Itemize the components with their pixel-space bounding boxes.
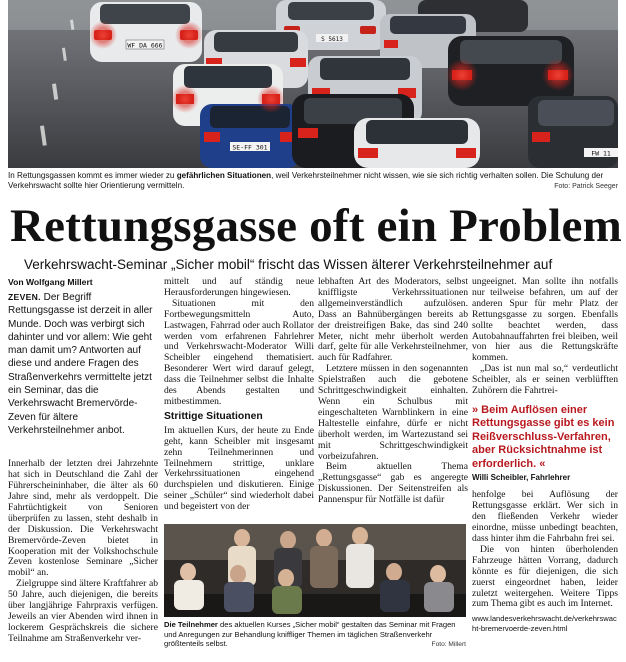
paragraph: henfolge bei Auflösung der Rettungsgasse erklärt. Wer sich in den fließenden Verkehr wieder einordne, müsse unbedingt beachten, dass hinter ihm die Fahrbahn frei sei. [472,489,618,544]
caption-bold: Die Teilnehmer [164,620,218,629]
lead-text: Der Begriff Rettungsgasse ist derzeit in aller Munde. Doch was verbirgt sich dahinter und vor allem: Wie geht man damit um? Antworten auf diese und andere Fragen des Straßenverkehrs vermittelte jetzt ein Seminar, das die Verkehrswacht Bremervörde-Zeven für ältere Verkehrsteilnehmer anbot. [8,292,153,436]
subheadline: Verkehrswacht-Seminar „Sicher mobil“ frischt das Wissen älterer Verkehrsteilnehmer auf [24,257,553,272]
pull-quote: » Beim Auflösen einer Rettungsgasse gibt es kein Reißverschluss-Verfahren, aber Rücksichtnahme ist erforderlich. « [472,403,615,470]
paragraph: Die von hinten überholenden Fahrzeuge hätten Vorrang, dadurch könnte es für diejenigen, die sich zuerst eingeordnet haben, leider zuletzt weitergehen. Weitere Tipps zum Thema gibt es auch im Internet. [472,543,618,610]
plate-text: FW 11 [591,149,611,158]
caption-bold: gefährlichen Situationen [176,171,272,180]
paragraph: Letztere müssen in den sogenannten Spielstraßen auch die gebotene Schrittgeschwindigkeit einhalten. Wenn ein Schulbus mit eingeschalteten Warnblinkern in eine Haltestelle einfahre, dürfe er nicht überholt werden, im Wartezustand sei mit Schrittgeschwindigkeit vorbeizufahren. [318,363,468,462]
group-photo-image [164,524,466,617]
caption-text: des aktuellen Kurses „Sicher mobil“ gestalten das Seminar mit Fragen und Anregungen zur Behandlung kniffliger Themen im täglichen Straßenverkehr größtenteils selbst. [164,620,456,649]
paragraph: mittelt und auf ständig neue Herausforderungen hingewiesen. [164,276,314,298]
photo-credit: Foto: Millert [431,641,466,649]
caption-text: , weil Verkehrsteilnehmer nicht wissen, wie sie sich richtig verhalten sollen. Die Schulung der Verkehrswacht sollte hier Orientierung vermitteln. [8,171,604,191]
paragraph: Im aktuellen Kurs, der heute zu Ende geht, kann Scheibler mit insgesamt zehn Teilnehmerinnen und Teilnehmern strittige, unklare Verkehrssituationen eingehend durchspielen und diskutieren. Einige seiner „Schüler“ sind wiederholt dabei und begeistert von der [164,424,314,513]
plate-text: SE-FF 301 [232,143,268,152]
article-lead [8,291,158,437]
participants-photo [164,524,466,617]
paragraph: Innerhalb der letzten drei Jahrzehnte hat sich in Deutschland die Zahl der Führerscheininhaber, die älter als 60 Jahre sind, mehr als verdoppelt. Die Fahrtüchtigkeit von Senioren überprüfen zu lassen, steht deshalb in der Diskussion. Die Verkehrswacht Bremervörde-Zeven bietet in Kooperation mit der Volkshochschule Zeven kostenlose Seminare „Sicher mobil“ an. [8,458,158,579]
paragraph: „Das ist nun mal so,“ verdeutlicht Scheibler, als er seinen verblüfften Zuhörern die Fahrtrei- [472,363,618,397]
section-subtitle: Strittige Situationen [164,410,263,422]
web-link[interactable]: www.landesverkehrswacht.de/verkehrswacht-bremervoerde-zeven.html [472,614,617,634]
author-line: Von Wolfgang Millert [8,277,93,287]
paragraph: ungeeignet. Man sollte ihn notfalls nur teilweise befahren, um auf der anderen Spur für mehr Platz der Rettungsgasse zu sorgen. Ebenfalls sollte beachtet werden, dass Autobahnauffahrten frei bleiben, weil von hier aus die Rettungskräfte kommen. [472,276,618,364]
quote-author: Willi Scheibler, Fahrlehrer [472,473,571,483]
traffic-jam-image [8,0,618,168]
article-column-4 [472,277,618,634]
plate-text: S 5613 [321,36,343,43]
bottom-photo-caption [164,620,466,650]
top-photo-caption [8,171,618,193]
paragraph: Situationen mit den Fortbewegungsmitteln Auto, Lastwagen, Fahrrad oder auch Rollator werden vom erfahrenen Fahrlehrer und Verkehrswacht-Moderator Willi Scheibler eingehend thematisiert. Besonderer Wert wird darauf gelegt, dass die Teilnehmer selbst die Inhalte des Abends gestalten und mitbestimmen. [164,297,314,407]
paragraph: Zielgruppe sind ältere Kraftfahrer ab 50 Jahre, auch diejenigen, die bereits über langjährige Fahrpraxis verfügen. Jeweils an vier Abenden wird ihnen in lockerem Gesprächskreis die sichere Teilnahme am Straßenverkehr ver- [8,578,158,644]
article-column-1 [8,277,158,645]
traffic-photo [8,0,618,168]
photo-credit: Foto: Patrick Seeger [554,183,618,191]
plate-text: WF DA 666 [127,41,163,50]
article-column-3 [318,277,468,506]
article-column-2 [164,277,314,513]
dateline: ZEVEN. [8,292,41,302]
paragraph: Beim aktuellen Thema „Rettungsgasse“ gab es angeregte Diskussionen. Der Seitenstreifen als Pannenspur für Notfälle ist dafür [318,461,468,506]
headline: Rettungsgasse oft ein Problem [10,200,622,252]
caption-text: In Rettungsgassen kommt es immer wieder zu [8,171,177,180]
paragraph: lebhaften Art des Moderators, selbst kniffligste Verkehrssituationen allgemeinverständlich aufzulösen. Dass an Bahnübergängen bereits ab der dreistreifigen Bake, das sind 240 Meter, nicht mehr überholt werden darf, gelte für alle Verkehrsteilnehmer, auch für Radfahrer. [318,276,468,364]
